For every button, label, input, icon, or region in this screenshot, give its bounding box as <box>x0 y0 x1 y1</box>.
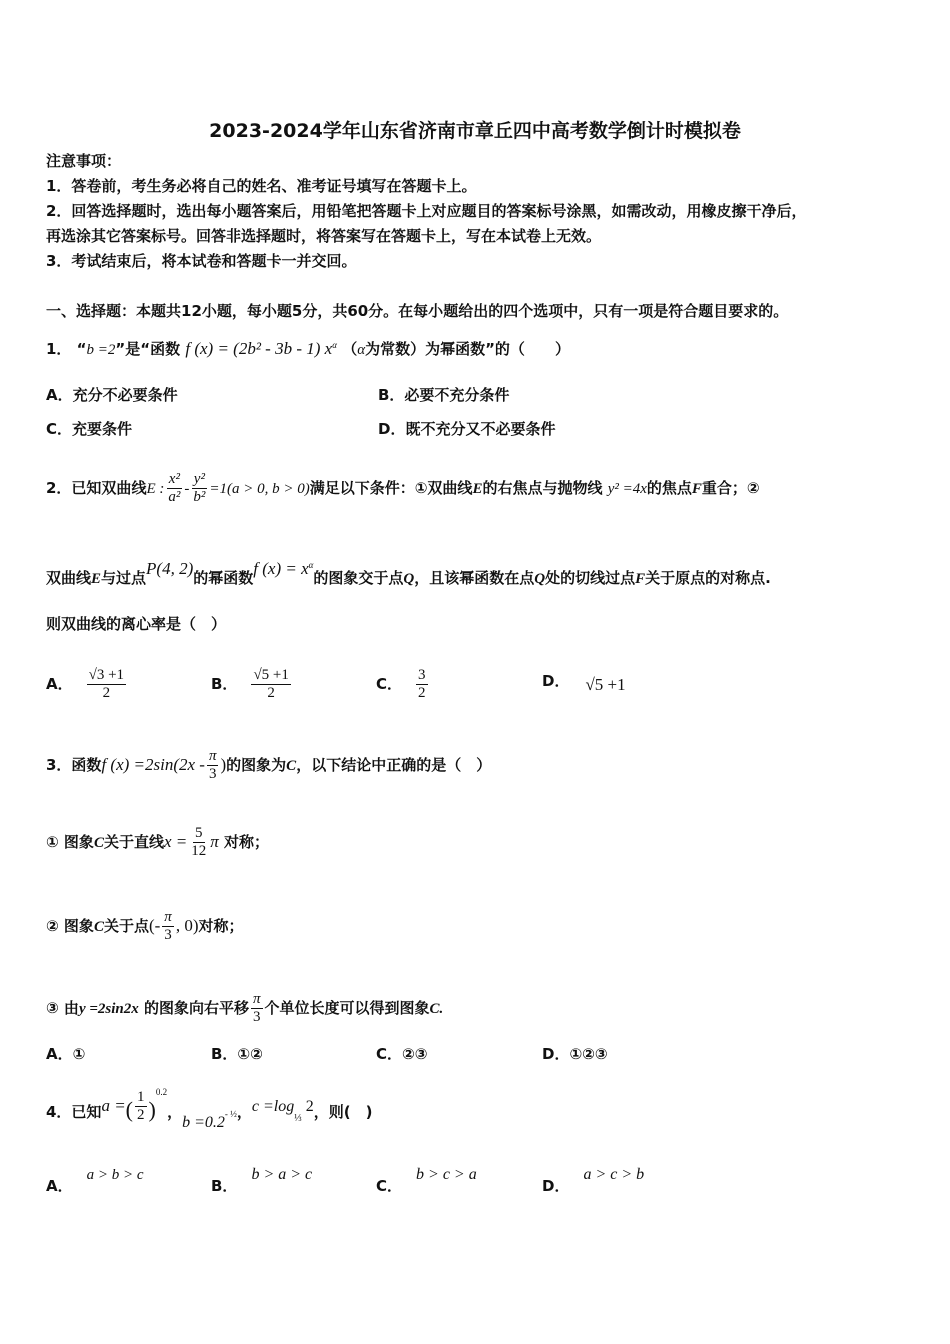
q4-b: b =0.2 <box>182 1114 225 1131</box>
q1-option-a: A．充分不必要条件 <box>46 386 178 404</box>
q2-text-b: 的右焦点与抛物线 <box>482 479 603 497</box>
q3-s3-num: π <box>253 991 261 1007</box>
q1-text-d: 为常数）为幂函数”的（ ） <box>365 340 570 358</box>
q1-text-a: “ <box>76 340 87 358</box>
q3-s1-c: 对称； <box>224 833 270 851</box>
q4-opt-d-label: D． <box>542 1177 570 1195</box>
q2-y-frac <box>191 471 207 506</box>
q4-exp-a: 0.2 <box>155 1087 168 1097</box>
q1-text-c: （ <box>342 340 358 358</box>
q2-alpha-exp: α <box>308 560 314 570</box>
q3-s3-c: 个单位长度可以得到图象 <box>264 999 430 1017</box>
q3-s2-b: 关于点 <box>103 917 149 935</box>
q4-paren-l: ( <box>125 1097 133 1122</box>
q1-text-b: ”是“函数 <box>115 340 181 358</box>
q4-opt-d-value: a > c > b <box>583 1166 645 1183</box>
q4-opt-c-label: C． <box>376 1177 403 1195</box>
q3-three: 3 <box>208 766 217 782</box>
q4-paren-r: ) <box>148 1097 156 1122</box>
q4-option-d <box>542 1165 645 1195</box>
q2-opt-c-label: C． <box>376 675 403 693</box>
q3-s1-C: C <box>93 835 104 851</box>
q4-c-base: ⅓ <box>294 1113 302 1124</box>
q2-opt-b-den: 2 <box>267 685 275 701</box>
q2-Q-2: Q <box>534 571 546 587</box>
q4-opt-c-value: b > c > a <box>416 1166 477 1183</box>
q3-s1-b: 关于直线 <box>103 833 164 851</box>
q3-s1-den: 12 <box>191 843 207 859</box>
q3-s2-close: , 0) <box>175 916 199 935</box>
q2-F: F <box>691 481 702 497</box>
q2-option-a <box>46 664 128 704</box>
q2-l2-f: 处的切线过点 <box>545 569 636 587</box>
q3-s1-pi: π <box>210 832 219 851</box>
q2-a2: a² <box>168 489 181 505</box>
q4-number: 4．已知 <box>46 1103 102 1121</box>
question-1 <box>46 336 570 359</box>
q2-opt-c-num: 3 <box>418 667 426 683</box>
q4-opt-a-label: A． <box>46 1177 73 1195</box>
q3-s1-a: ① 图象 <box>46 833 94 851</box>
q3-s3-a: ③ 由 <box>46 999 79 1017</box>
q3-pi: π <box>208 748 217 764</box>
q2-l2-e: ，且该幂函数在点 <box>414 569 535 587</box>
q2-ask: 则双曲线的离心率是（ ） <box>46 615 227 633</box>
q4-option-a <box>46 1165 144 1195</box>
q3-option-c: C．②③ <box>376 1045 428 1063</box>
q1-function: f (x) = (2b² - 3b - 1) x <box>185 339 333 358</box>
q4-c-arg: 2 <box>301 1098 314 1115</box>
q1-alpha: α <box>357 342 366 358</box>
q2-F-2: F <box>635 571 646 587</box>
q3-option-d: D．①②③ <box>542 1045 608 1063</box>
q1-alpha-exp: α <box>332 340 337 350</box>
q2-l2-g: 关于原点的对称点. <box>645 569 771 587</box>
q2-l2-E: E <box>91 571 102 587</box>
notice-heading: 注意事项： <box>46 152 122 170</box>
q2-text-a: 满足以下条件：①双曲线 <box>309 479 473 497</box>
q3-option-a: A．① <box>46 1045 86 1063</box>
q2-l2-c: 的幂函数 <box>193 569 254 587</box>
q2-point-P: P(4, 2) <box>146 559 194 578</box>
question-3 <box>46 745 491 786</box>
q2-opt-d-value: √5 +1 <box>585 675 626 694</box>
q2-x-frac <box>166 471 182 506</box>
q2-parabola: y² =4x <box>607 481 647 497</box>
q3-function: f (x) =2sin(2x - <box>101 755 205 774</box>
question-4 <box>46 1085 372 1140</box>
q1-number: 1． <box>46 340 72 358</box>
q4-comma-2: ， <box>236 1103 252 1121</box>
q4-a: a = <box>101 1096 126 1115</box>
q2-E-label: E : <box>146 481 165 497</box>
page-title: 2023-2024学年山东省济南市章丘四中高考数学倒计时模拟卷 <box>209 120 741 142</box>
q2-l2-a: 双曲线 <box>46 569 92 587</box>
q2-condition: =1(a > 0, b > 0) <box>209 481 310 497</box>
q3-s2-num: π <box>164 909 172 925</box>
question-2 <box>46 470 760 507</box>
q4-option-b <box>211 1165 313 1195</box>
q1-condition: b =2 <box>86 342 116 358</box>
q3-C: C <box>286 758 297 774</box>
q4-opt-b-label: B． <box>211 1177 238 1195</box>
q4-exp-b: - ½ <box>224 1109 237 1119</box>
q2-E: E <box>472 481 483 497</box>
q2-opt-c-den: 2 <box>418 685 426 701</box>
q1-option-c: C．充要条件 <box>46 420 133 438</box>
q3-text-b: ，以下结论中正确的是（ ） <box>296 756 492 774</box>
q2-y2: y² <box>193 471 205 487</box>
q2-text-d: 重合；② <box>701 479 760 497</box>
q4-comma: ， <box>167 1103 183 1121</box>
q2-option-c <box>376 664 430 704</box>
q3-s2-a: ② 图象 <box>46 917 94 935</box>
notice-item-1: 1．答卷前，考生务必将自己的姓名、准考证号填写在答题卡上。 <box>46 177 477 195</box>
q3-statement-2 <box>46 906 244 947</box>
q3-s3-den: 3 <box>253 1009 261 1025</box>
q4-option-c <box>376 1165 477 1195</box>
q3-option-b: B．①② <box>211 1045 263 1063</box>
q3-close: ) <box>220 755 227 774</box>
q2-opt-a-num: √3 +1 <box>88 667 125 683</box>
q3-number: 3．函数 <box>46 756 102 774</box>
q2-l2-d: 的图象交于点 <box>313 569 404 587</box>
q3-s3-d: C. <box>429 1001 444 1017</box>
q2-Q: Q <box>403 571 415 587</box>
q4-c: c =log <box>251 1098 295 1115</box>
q3-s3-b: 的图象向右平移 <box>143 999 249 1017</box>
q2-number: 2．已知双曲线 <box>46 479 147 497</box>
q3-s1-x: x = <box>163 832 188 851</box>
q4-opt-a-value: a > b > c <box>86 1167 144 1183</box>
q4-half-num: 1 <box>137 1089 145 1105</box>
q2-option-d <box>542 672 626 694</box>
q3-text-a: 的图象为 <box>226 756 287 774</box>
q4-opt-b-value: b > a > c <box>251 1166 313 1183</box>
q2-opt-b-label: B． <box>211 675 238 693</box>
notice-item-2: 2．回答选择题时，选出每小题答案后，用铅笔把答题卡上对应题目的答案标号涂黑，如需改动，用橡皮擦干净后， <box>46 202 807 220</box>
q1-option-d: D．既不充分又不必要条件 <box>378 420 556 438</box>
q2-line-2 <box>46 559 771 588</box>
q3-s2-open: (- <box>148 916 161 935</box>
q2-opt-d-label: D． <box>542 672 570 690</box>
notice-item-2-cont: 再选涂其它答案标号。回答非选择题时，将答案写在答题卡上，写在本试卷上无效。 <box>46 227 602 245</box>
section-heading: 一、选择题：本题共12小题，每小题5分，共60分。在每小题给出的四个选项中，只有一项是符合题目要求的。 <box>46 302 789 320</box>
q2-minus: - <box>184 481 190 497</box>
q2-power-fn: f (x) = x <box>253 559 309 578</box>
q3-s2-C: C <box>93 919 104 935</box>
q2-text-c: 的焦点 <box>646 479 692 497</box>
q3-s2-c: 对称； <box>198 917 244 935</box>
q3-s3-eq: y =2sin2x <box>78 1001 139 1017</box>
q2-opt-a-label: A． <box>46 675 73 693</box>
q2-option-b <box>211 664 293 704</box>
q2-opt-b-num: √5 +1 <box>253 667 289 683</box>
q2-l2-b: 与过点 <box>101 569 147 587</box>
notice-item-3: 3．考试结束后，将本试卷和答题卡一并交回。 <box>46 252 357 270</box>
q4-half-den: 2 <box>137 1107 145 1123</box>
q3-s1-num: 5 <box>195 825 203 841</box>
q2-b2: b² <box>193 489 206 505</box>
q2-x2: x² <box>168 471 180 487</box>
q3-statement-1 <box>46 822 269 863</box>
q3-s2-den: 3 <box>164 927 172 943</box>
q1-option-b: B．必要不充分条件 <box>378 386 510 404</box>
q4-end: ，则( ) <box>313 1103 373 1121</box>
q3-statement-3 <box>46 988 443 1029</box>
q2-opt-a-den: 2 <box>102 685 111 701</box>
